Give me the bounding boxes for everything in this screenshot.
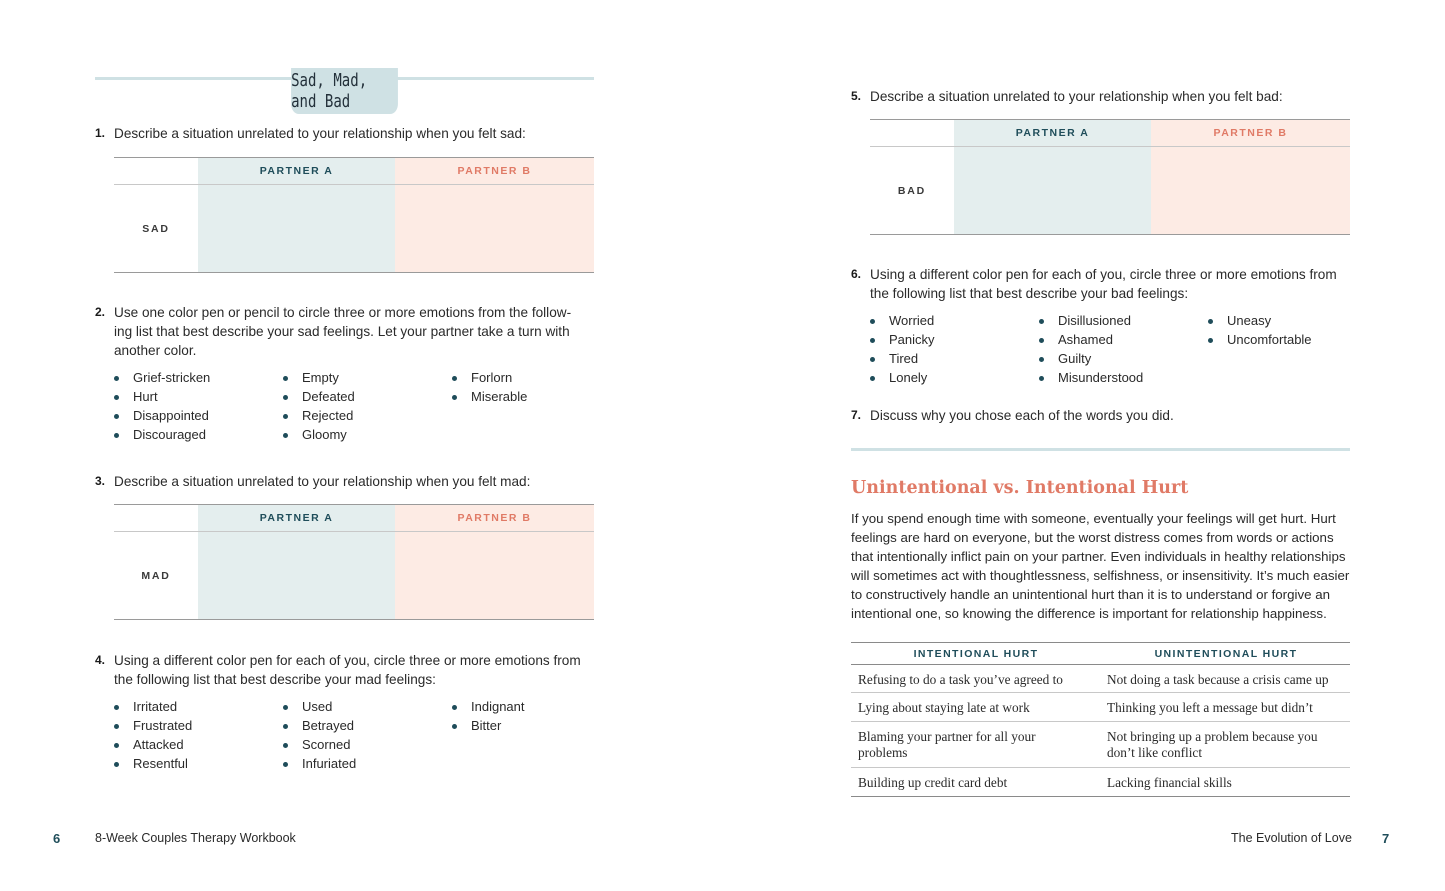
right-page (722, 0, 1445, 891)
paragraph-line: If you spend enough time with someone, eventually your feelings will get hurt. Hurt (851, 511, 1336, 526)
partner-a-header: PARTNER A (259, 165, 334, 177)
partner-a-header: PARTNER A (259, 512, 334, 524)
sad-partner-table (114, 157, 594, 273)
running-footer-title: 8-Week Couples Therapy Workbook (95, 831, 296, 845)
column-header-intentional: INTENTIONAL HURT (913, 648, 1039, 660)
sidebar-top-rule (851, 448, 1350, 451)
question-3 (95, 472, 615, 491)
partner-b-header: PARTNER B (457, 165, 532, 177)
question-7 (851, 406, 1371, 425)
row-label-mad: MAD (141, 569, 171, 582)
table-cell: Not doing a task because a crisis came up (1107, 672, 1329, 687)
row-label-bad: BAD (897, 184, 927, 197)
question-text-line: Using a different color pen for each of you, circle three or more emotions from (870, 267, 1337, 282)
question-6 (851, 265, 1371, 303)
question-number: 5. (851, 89, 862, 103)
question-text-line: Using a different color pen for each of you, circle three or more emotions from (114, 653, 581, 668)
sad-emotion-list: Grief-stricken Hurt Disappointed Discouraged Empty Defeated Rejected Gloomy Forlorn Miserable (114, 370, 594, 450)
question-text-line: the following list that best describe your bad feelings: (870, 286, 1189, 301)
partner-b-header: PARTNER B (1213, 127, 1288, 139)
section-tab-title: Sad, Mad, and Bad (291, 68, 398, 114)
mad-emotion-list: Irritated Frustrated Attacked Resentful Used Betrayed Scorned Infuriated Indignant Bitter (114, 699, 594, 779)
question-text-line: another color. (114, 343, 197, 358)
page-number: 7 (1382, 831, 1390, 846)
paragraph-line: that intentionally inflict pain on your partner. Even individuals in healthy relationships (851, 549, 1346, 564)
running-footer-title: The Evolution of Love (1231, 831, 1352, 845)
paragraph-line: will sometimes act with thoughtlessness, selfishness, or insensitivity. It’s much easier (851, 568, 1350, 583)
sidebar-paragraph (851, 509, 1351, 623)
question-5 (851, 87, 1371, 106)
bad-emotion-list: Worried Panicky Tired Lonely Disillusioned Ashamed Guilty Misunderstood Uneasy Uncomfortable (870, 313, 1350, 393)
column-header-unintentional: UNINTENTIONAL HURT (1154, 648, 1298, 660)
question-4 (95, 651, 615, 689)
left-page (0, 0, 722, 891)
question-number: 2. (95, 305, 106, 319)
hurt-comparison-table (851, 642, 1350, 798)
question-text: Describe a situation unrelated to your relationship when you felt sad: (114, 126, 526, 141)
question-number: 4. (95, 653, 106, 667)
partner-b-header: PARTNER B (457, 512, 532, 524)
paragraph-line: to constructively handle an unintentional hurt than it is to understand or forgive an (851, 587, 1330, 602)
question-text-line: ing list that best describe your sad feelings. Let your partner take a turn with (114, 324, 570, 339)
mad-partner-table (114, 504, 594, 620)
paragraph-line: intentional one, so knowing the difference is important for relationship happiness. (851, 606, 1327, 621)
question-text-line: Use one color pen or pencil to circle three or more emotions from the follow- (114, 305, 572, 320)
question-text-line: the following list that best describe your mad feelings: (114, 672, 436, 687)
table-cell: Thinking you left a message but didn’t (1107, 700, 1313, 715)
question-1 (95, 124, 615, 143)
partner-a-header: PARTNER A (1015, 127, 1090, 139)
paragraph-line: feelings are hard on everyone, but the worst distress comes from words or actions (851, 530, 1334, 545)
page-number: 6 (53, 831, 61, 846)
question-text: Describe a situation unrelated to your relationship when you felt mad: (114, 474, 531, 489)
question-number: 3. (95, 474, 106, 488)
sidebar-title: Unintentional vs. Intentional Hurt (851, 478, 1189, 498)
table-cell: Blaming your partner for all your problems (858, 729, 1036, 760)
question-number: 7. (851, 408, 862, 422)
table-cell: Lacking financial skills (1107, 775, 1232, 790)
question-number: 6. (851, 267, 862, 281)
question-text: Discuss why you chose each of the words you did. (870, 408, 1174, 423)
table-cell: Refusing to do a task you’ve agreed to (858, 672, 1063, 687)
table-cell: Lying about staying late at work (858, 700, 1030, 715)
row-label-sad: SAD (142, 222, 170, 235)
question-text: Describe a situation unrelated to your relationship when you felt bad: (870, 89, 1283, 104)
table-cell: Building up credit card debt (858, 775, 1008, 790)
question-2 (95, 303, 615, 360)
table-cell: Not bringing up a problem because you don’t like conflict (1107, 729, 1318, 760)
bad-partner-table (870, 119, 1350, 236)
question-number: 1. (95, 126, 106, 140)
